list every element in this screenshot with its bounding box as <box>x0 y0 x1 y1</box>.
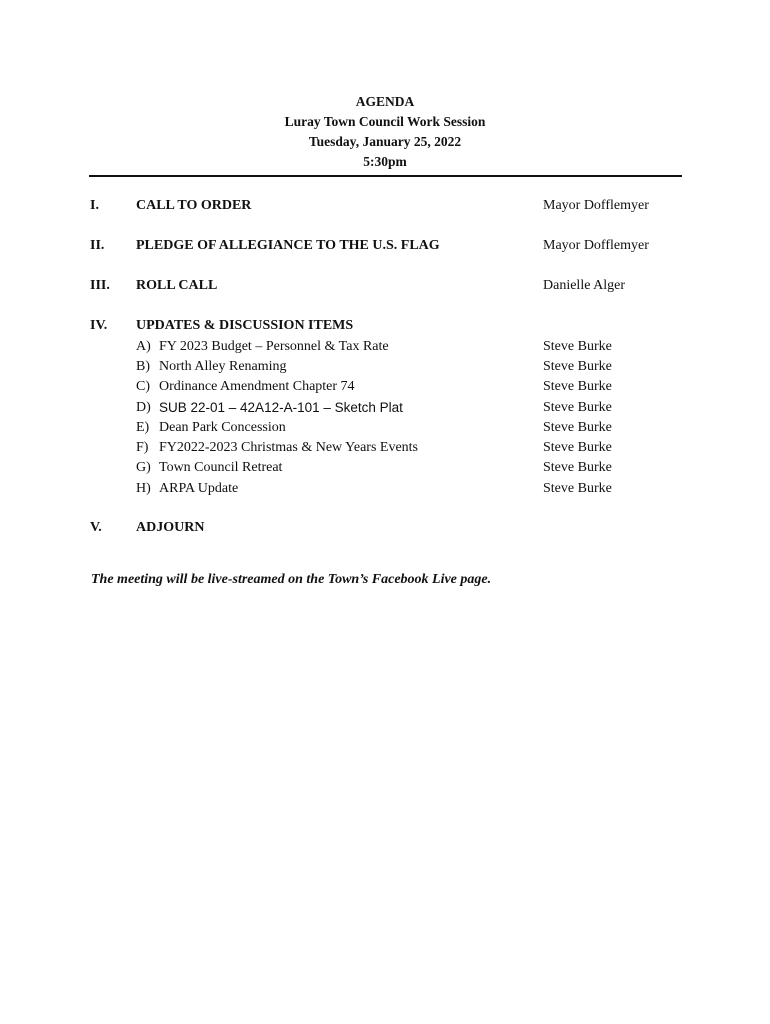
section-presenter: Mayor Dofflemyer <box>543 198 649 213</box>
item-label: FY2022-2023 Christmas & New Years Events <box>159 440 418 455</box>
discussion-item <box>0 458 770 478</box>
item-presenter: Steve Burke <box>543 400 612 415</box>
agenda-section-adjourn <box>0 518 770 538</box>
item-label: SUB 22-01 – 42A12-A-101 – Sketch Plat <box>159 400 403 415</box>
item-letter: F) <box>136 440 149 455</box>
section-title: PLEDGE OF ALLEGIANCE TO THE U.S. FLAG <box>136 238 440 253</box>
item-presenter: Steve Burke <box>543 481 612 496</box>
discussion-item <box>0 479 770 499</box>
section-numeral: II. <box>90 238 105 253</box>
item-letter: E) <box>136 420 150 435</box>
item-letter: D) <box>136 400 151 415</box>
discussion-item <box>0 438 770 458</box>
discussion-item <box>0 398 770 418</box>
meeting-body: Luray Town Council Work Session <box>284 114 486 129</box>
item-label: Town Council Retreat <box>159 460 283 475</box>
item-presenter: Steve Burke <box>543 339 612 354</box>
section-numeral: III. <box>90 278 110 293</box>
agenda-section-call-to-order <box>0 196 770 216</box>
discussion-item <box>0 418 770 438</box>
livestream-note: The meeting will be live-streamed on the Town’s Facebook Live page. <box>91 572 492 587</box>
agenda-title: AGENDA <box>355 94 415 109</box>
discussion-item <box>0 337 770 357</box>
item-presenter: Steve Burke <box>543 440 612 455</box>
item-label: Dean Park Concession <box>159 420 286 435</box>
item-letter: A) <box>136 339 151 354</box>
item-presenter: Steve Burke <box>543 420 612 435</box>
section-presenter: Danielle Alger <box>543 278 626 293</box>
agenda-section-updates <box>0 316 770 336</box>
header-divider <box>89 175 682 177</box>
agenda-header <box>0 92 770 172</box>
item-presenter: Steve Burke <box>543 460 612 475</box>
discussion-item <box>0 377 770 397</box>
section-numeral: I. <box>90 198 99 213</box>
item-letter: B) <box>136 359 150 374</box>
section-numeral: V. <box>90 520 102 535</box>
meeting-time: 5:30pm <box>363 154 407 169</box>
section-title: ADJOURN <box>136 520 205 535</box>
item-label: Ordinance Amendment Chapter 74 <box>159 379 355 394</box>
meeting-date: Tuesday, January 25, 2022 <box>308 134 462 149</box>
item-label: FY 2023 Budget – Personnel & Tax Rate <box>159 339 389 354</box>
discussion-item <box>0 357 770 377</box>
agenda-section-pledge <box>0 236 770 256</box>
item-letter: G) <box>136 460 151 475</box>
section-title: ROLL CALL <box>136 278 218 293</box>
item-label: North Alley Renaming <box>159 359 287 374</box>
section-presenter: Mayor Dofflemyer <box>543 238 649 253</box>
item-label: ARPA Update <box>159 481 239 496</box>
agenda-section-roll-call <box>0 276 770 296</box>
item-letter: H) <box>136 481 151 496</box>
section-title: CALL TO ORDER <box>136 198 252 213</box>
section-title: UPDATES & DISCUSSION ITEMS <box>136 318 354 333</box>
section-numeral: IV. <box>90 318 108 333</box>
item-presenter: Steve Burke <box>543 359 612 374</box>
item-presenter: Steve Burke <box>543 379 612 394</box>
item-letter: C) <box>136 379 150 394</box>
